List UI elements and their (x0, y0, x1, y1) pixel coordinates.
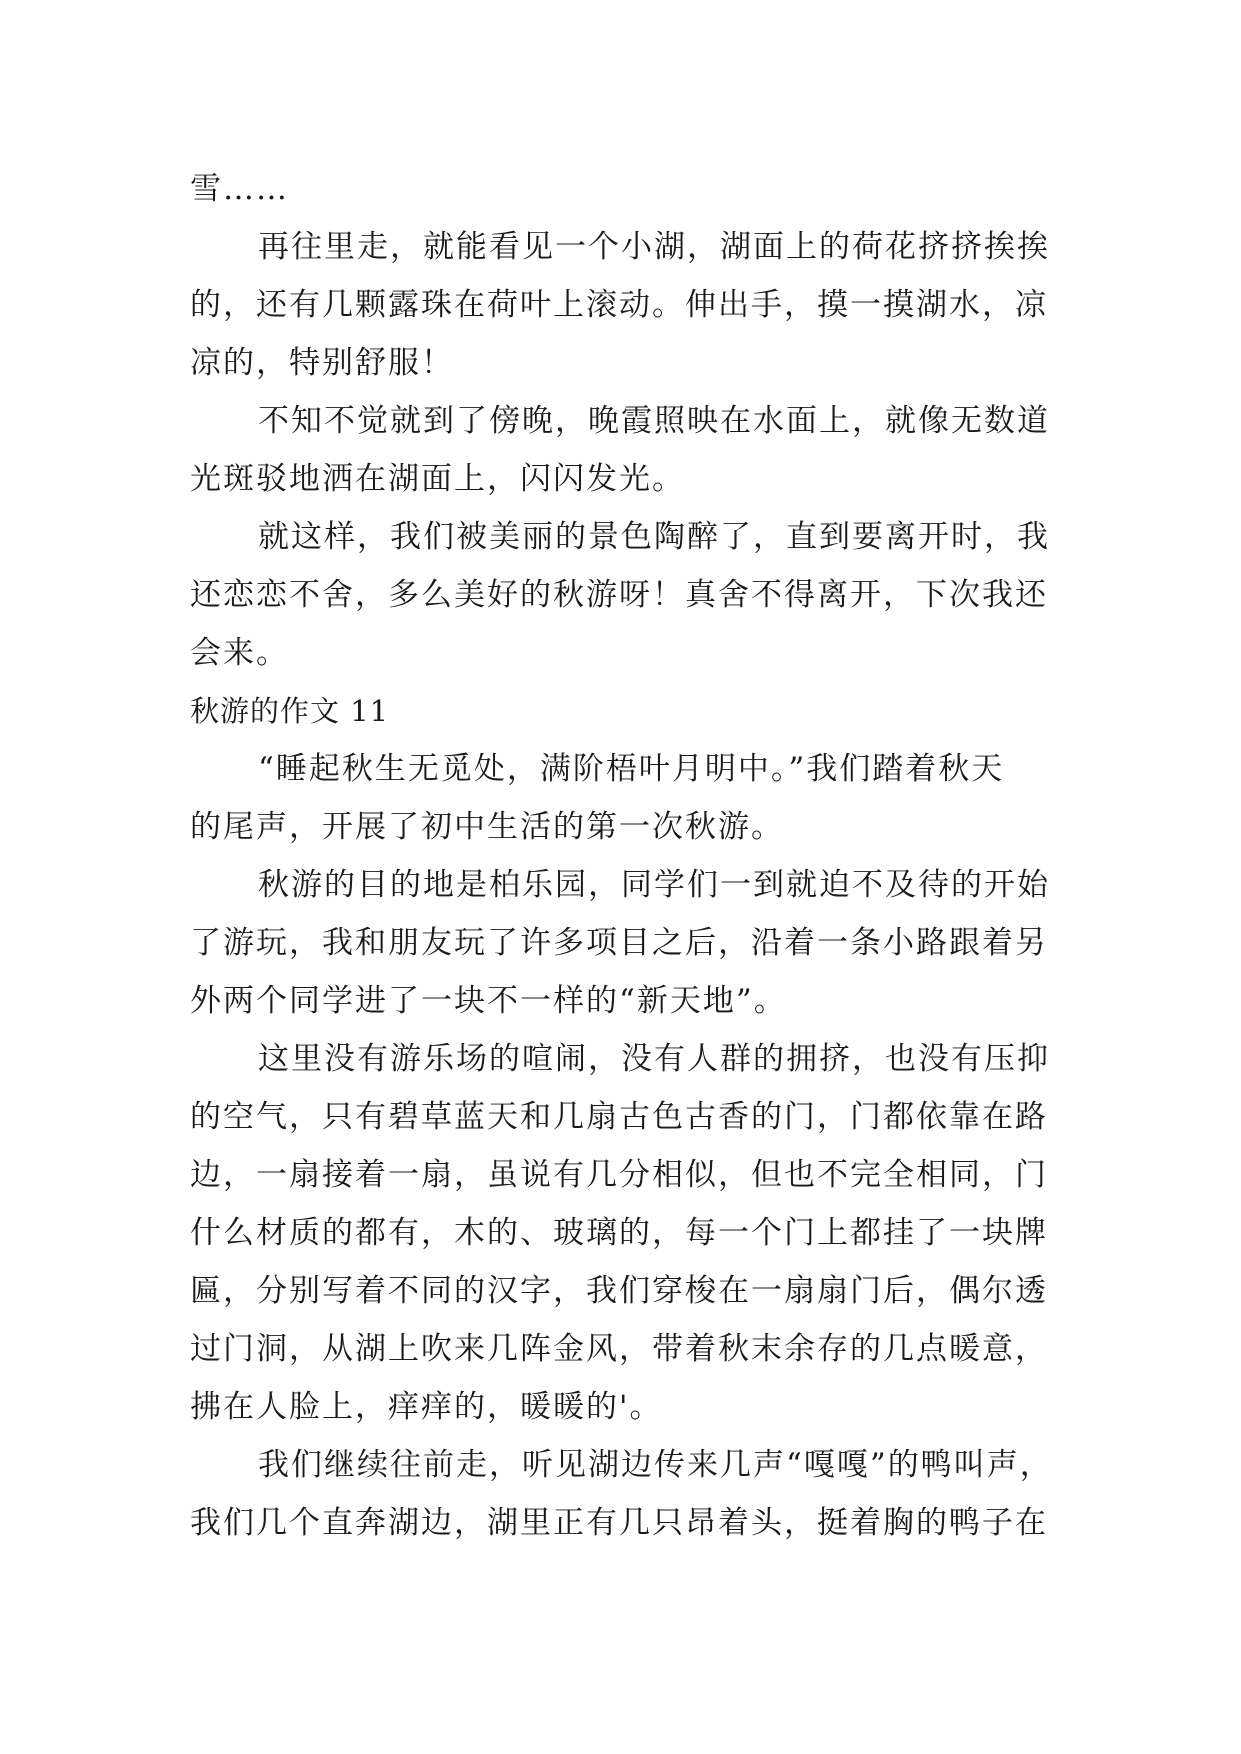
text-line: 边，一扇接着一扇，虽说有几分相似，但也不完全相同，门 (190, 1157, 1048, 1193)
text-line: 什么材质的都有，木的、玻璃的，每一个门上都挂了一块牌 (190, 1215, 1048, 1251)
text-line: 了游玩，我和朋友玩了许多项目之后，沿着一条小路跟着另 (190, 925, 1048, 961)
text-line: 过门洞，从湖上吹来几阵金风，带着秋末余存的几点暖意， (190, 1331, 1048, 1367)
text-line: 我们继续往前走，听见湖边传来几声“嘎嘎”的鸭叫声， (258, 1447, 1053, 1483)
text-line: 我们几个直奔湖边，湖里正有几只昂着头，挺着胸的鸭子在 (190, 1505, 1048, 1541)
text-line: 再往里走，就能看见一个小湖，湖面上的荷花挤挤挨挨 (258, 229, 1050, 265)
text-line: 的空气，只有碧草蓝天和几扇古色古香的门，门都依靠在路 (190, 1099, 1048, 1135)
text-line: 不知不觉就到了傍晚，晚霞照映在水面上，就像无数道 (258, 403, 1050, 439)
text-line: 外两个同学进了一块不一样的“新天地”。 (190, 983, 787, 1019)
text-line: 还恋恋不舍，多么美好的秋游呀！真舍不得离开，下次我还 (190, 577, 1048, 613)
text-line: 会来。 (190, 635, 289, 671)
text-line: 的，还有几颗露珠在荷叶上滚动。伸出手，摸一摸湖水，凉 (190, 287, 1048, 323)
text-line: 这里没有游乐场的喧闹，没有人群的拥挤，也没有压抑 (258, 1041, 1050, 1077)
text-line: 光斑驳地洒在湖面上，闪闪发光。 (190, 461, 685, 497)
text-line: 秋游的目的地是柏乐园，同学们一到就迫不及待的开始 (258, 867, 1050, 903)
text-line: “睡起秋生无觅处，满阶梧叶月明中。”我们踏着秋天 (258, 751, 1005, 787)
text-line: 匾，分别写着不同的汉字，我们穿梭在一扇扇门后，偶尔透 (190, 1273, 1048, 1309)
document-page (190, 160, 1060, 1552)
text-line: 的尾声，开展了初中生活的第一次秋游。 (190, 809, 784, 845)
text-line: 拂在人脸上，痒痒的，暖暖的'。 (190, 1389, 663, 1425)
text-line: 凉的，特别舒服！ (190, 345, 454, 381)
text-line: 就这样，我们被美丽的景色陶醉了，直到要离开时，我 (258, 519, 1050, 555)
text-line: 雪…… (190, 171, 289, 207)
section-heading: 秋游的作文 11 (190, 694, 390, 728)
